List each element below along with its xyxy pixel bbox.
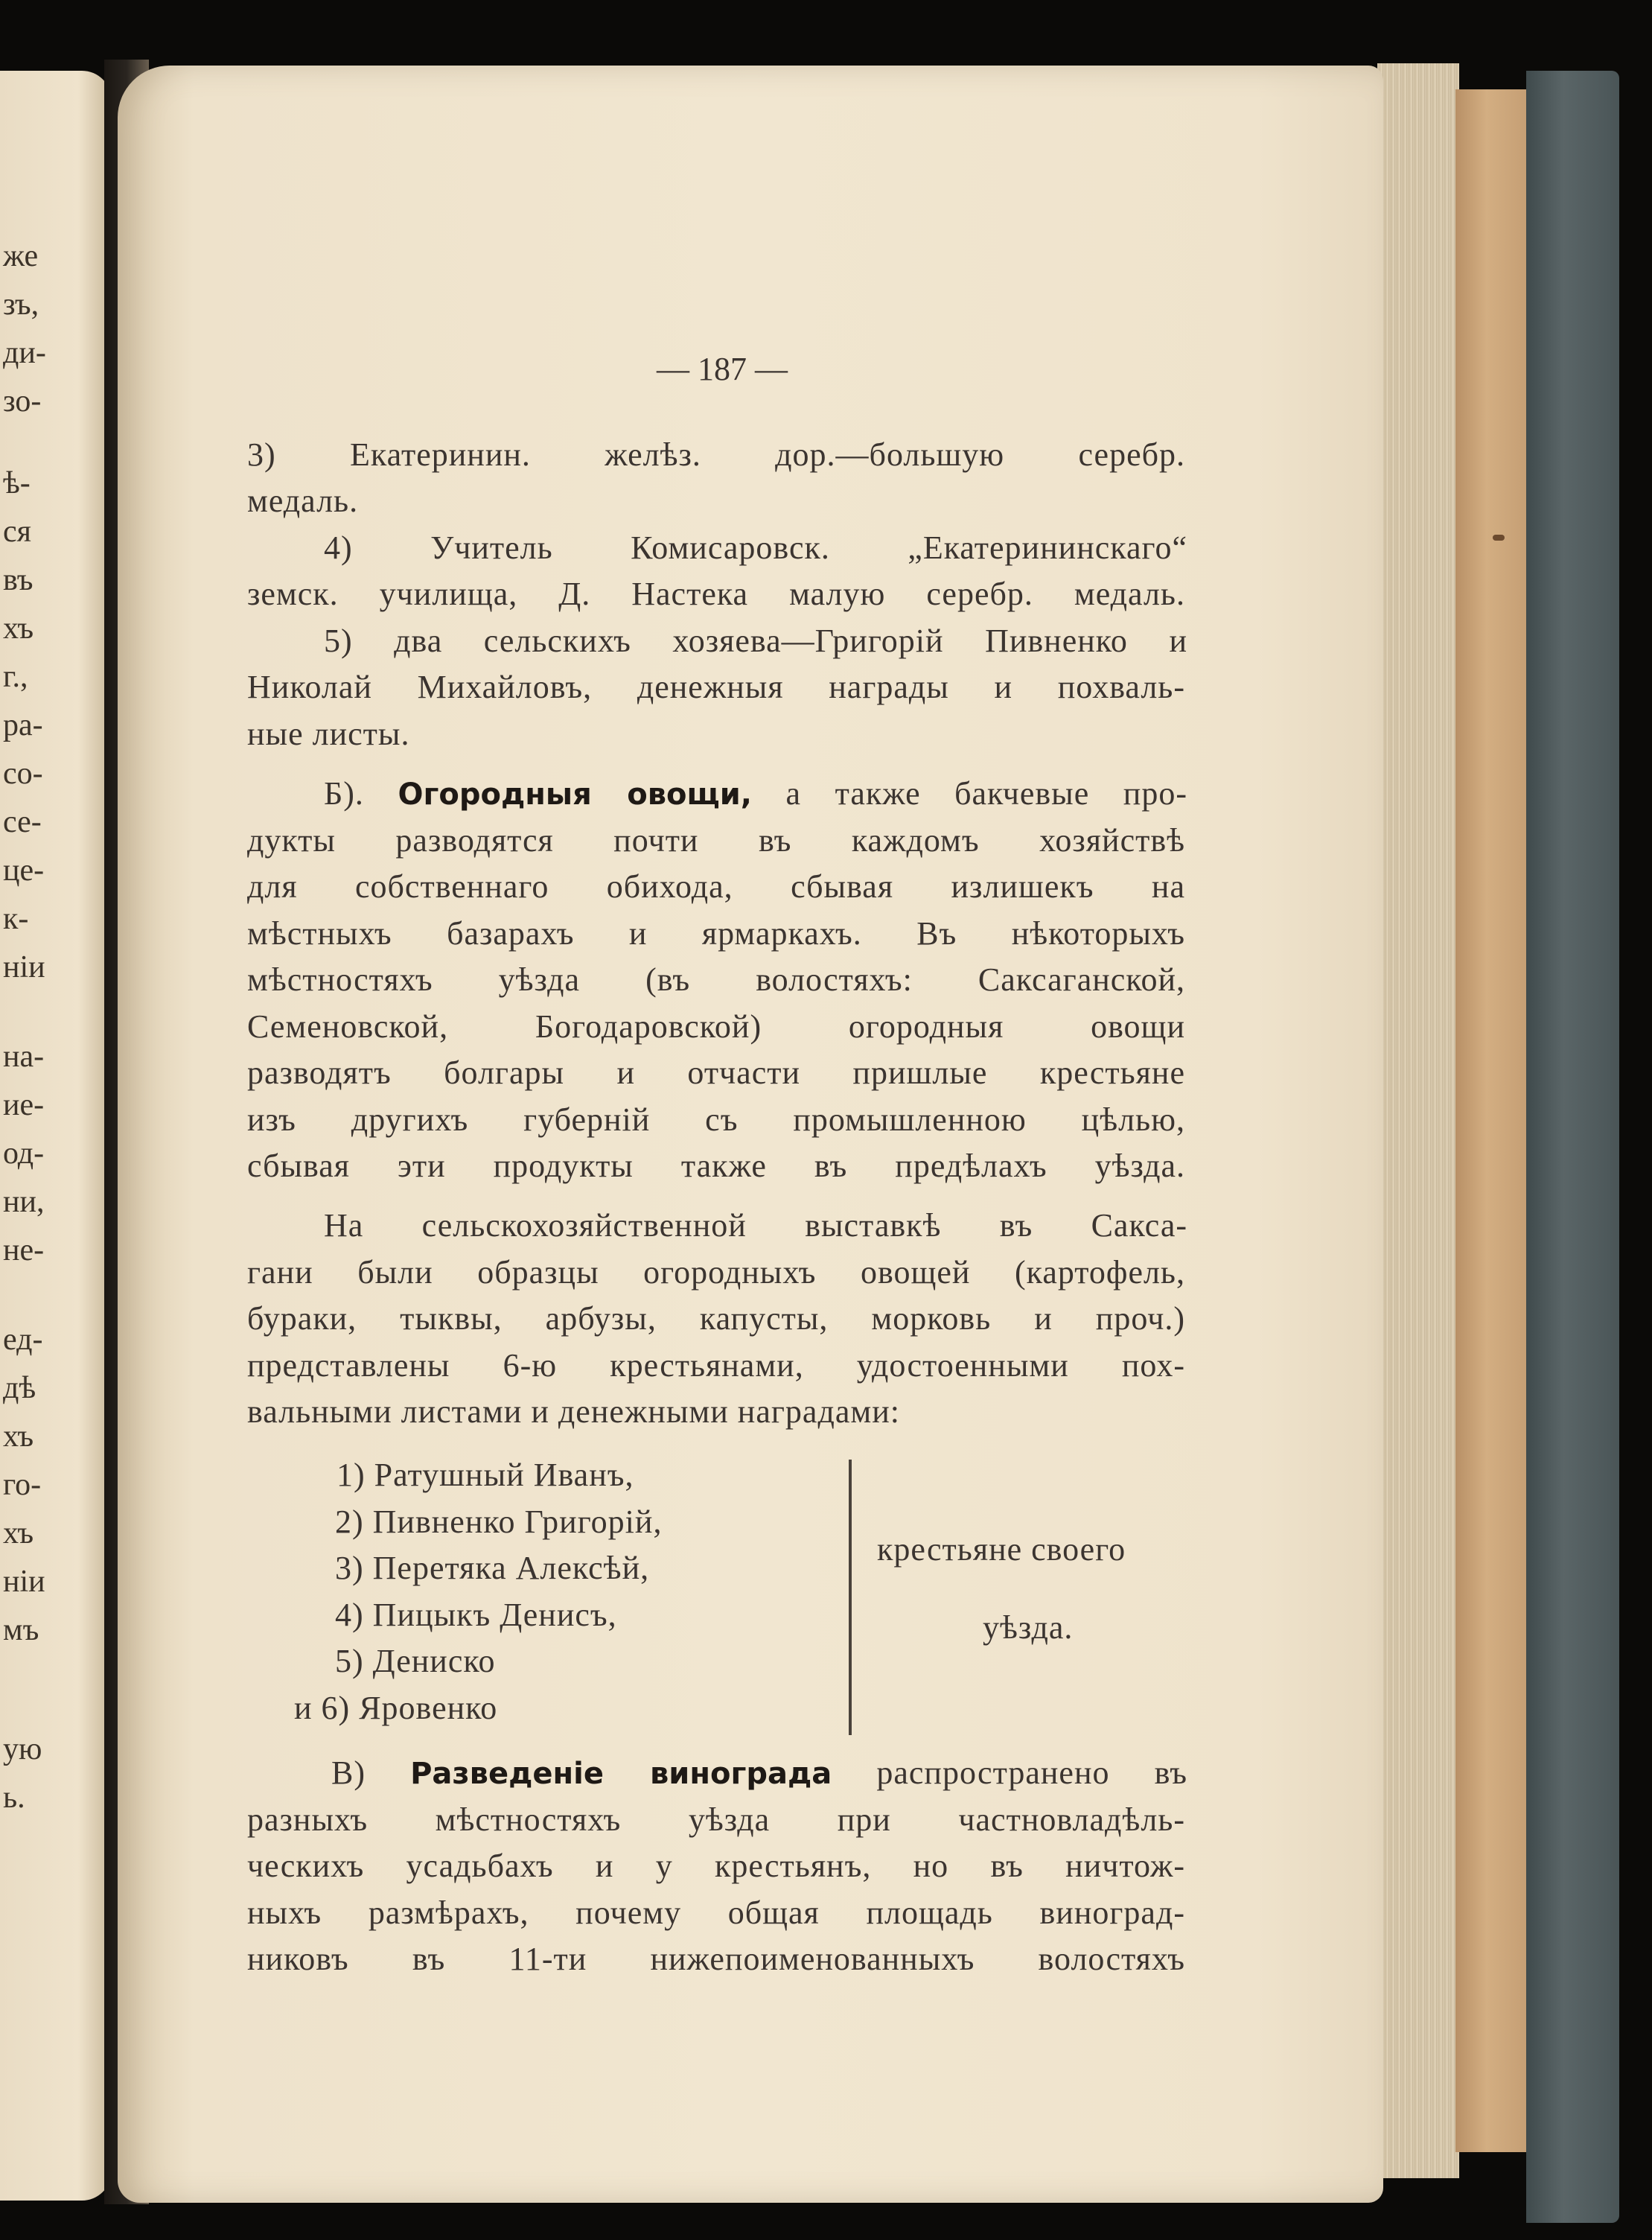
text-line: 3) Екатеринин. желѣз. дор.—большую серебр. (247, 436, 1185, 473)
left-page-text-fragment: г., (3, 660, 28, 694)
book-cover (1526, 71, 1619, 2223)
text-line: медаль. (247, 483, 359, 519)
left-page-text-fragment: од- (3, 1136, 45, 1171)
left-page-text-fragment: ди- (3, 336, 46, 370)
text-line: ныхъ размѣрахъ, почему общая площадь виноград- (247, 1894, 1185, 1931)
section-v-heading-line (331, 1754, 1187, 1792)
left-page-text-fragment: ед- (3, 1323, 43, 1357)
cover-mark (1493, 535, 1505, 541)
text-line: 5) два сельскихъ хозяева—Григорiй Пивненко и (324, 623, 1187, 659)
list-item: 3) Перетяка Алексѣй, (335, 1550, 650, 1586)
left-page-text-fragment: ь. (3, 1781, 25, 1815)
list-item: 5) Дениско (335, 1643, 496, 1679)
left-page-text-fragment: хъ (3, 1516, 34, 1550)
left-page-text-fragment: на- (3, 1040, 45, 1074)
text-line: представлены 6-ю крестьянами, удостоенными пох- (247, 1347, 1185, 1384)
section-b-heading-line (324, 774, 1187, 812)
text-line: Николай Михайловъ, денежныя награды и похваль- (247, 669, 1185, 705)
left-page-text-fragment: въ (3, 563, 34, 597)
left-page-text-fragment: нiи (3, 950, 45, 984)
left-page-text-fragment: зо- (3, 384, 42, 419)
section-b-title: Огородныя овощи, (398, 777, 752, 812)
left-page-text-fragment: мъ (3, 1613, 39, 1647)
section-v-title: Разведенie винограда (410, 1757, 832, 1791)
section-b-prefix: Б). (324, 775, 364, 812)
left-page-text-fragment: ую (3, 1732, 42, 1766)
text-line: сбывая эти продукты также въ предѣлахъ уѣзда. (247, 1148, 1185, 1184)
text-line: для собственнаго обихода, сбывая излишекъ на (247, 868, 1185, 905)
text-line: ные листы. (247, 716, 410, 752)
left-page-text-fragment: ни, (3, 1185, 45, 1219)
text-line: 4) Учитель Комисаровск. „Екатерининскаго“ (324, 529, 1187, 566)
brace-note-line2: уѣзда. (983, 1609, 1074, 1646)
text-line: мѣстныхъ базарахъ и ярмаркахъ. Въ нѣкоторыхъ (247, 915, 1185, 952)
section-b-rest: а также бакчевые про- (785, 775, 1187, 812)
text-line: никовъ въ 11-ти нижепоименованныхъ волостяхъ (247, 1941, 1185, 1977)
left-page-text-fragment: не- (3, 1233, 45, 1267)
left-page-text-fragment: же (3, 239, 39, 273)
text-line: изъ другихъ губернiй съ промышленною цѣлью, (247, 1101, 1185, 1138)
list-brace (849, 1460, 852, 1735)
list-item: и 6) Яровенко (294, 1690, 498, 1726)
section-v-prefix: В) (331, 1754, 366, 1791)
list-item: 2) Пивненко Григорiй, (335, 1504, 663, 1540)
left-page-text-fragment: го- (3, 1468, 42, 1502)
left-page-text-fragment: к- (3, 902, 29, 936)
left-page-text-fragment: ие- (3, 1088, 45, 1122)
text-line: разныхъ мѣстностяхъ уѣзда при частновладѣль- (247, 1801, 1185, 1838)
left-page-text-fragment: со- (3, 757, 43, 791)
text-line: Семеновской, Богодаровской) огородныя овощи (247, 1008, 1185, 1045)
left-page-text-fragment: дѣ (3, 1371, 36, 1405)
left-page-text-fragment: ѣ- (3, 466, 31, 500)
text-line: гани были образцы огородныхъ овощей (картофель, (247, 1254, 1185, 1291)
text-line: бураки, тыквы, арбузы, капусты, морковь и проч.) (247, 1300, 1185, 1337)
left-page-text-fragment: нiи (3, 1565, 45, 1599)
brace-note-line1: крестьяне своего (877, 1531, 1126, 1568)
left-page-text-fragment: ра- (3, 708, 43, 742)
text-line: вальными листами и денежными наградами: (247, 1393, 900, 1430)
page-edges (1377, 63, 1459, 2178)
left-page-text-fragment: хъ (3, 1419, 34, 1454)
text-line: разводятъ болгары и отчасти пришлые крестьяне (247, 1054, 1185, 1091)
left-page-text-fragment: хъ (3, 611, 34, 646)
left-page-text-fragment: се- (3, 805, 42, 839)
left-page-text-fragment: зъ, (3, 287, 39, 322)
page-number: — 187 — (657, 351, 788, 387)
left-page-text-fragment: це- (3, 853, 45, 888)
section-v-rest: распространено въ (876, 1754, 1187, 1791)
text-line: мѣстностяхъ уѣзда (въ волостяхъ: Саксаганской, (247, 961, 1185, 998)
text-line: ческихъ усадьбахъ и у крестьянъ, но въ ничтож- (247, 1848, 1185, 1884)
list-item: 1) Ратушный Иванъ, (337, 1457, 634, 1493)
left-page-fragment (0, 71, 112, 2201)
list-item: 4) Пицыкъ Денисъ, (335, 1597, 617, 1633)
text-line: дукты разводятся почти въ каждомъ хозяйствѣ (247, 822, 1185, 859)
text-line: земск. училища, Д. Настека малую серебр. медаль. (247, 576, 1185, 612)
book-board (1455, 89, 1534, 2152)
left-page-text-fragment: ся (3, 515, 31, 549)
text-line: На сельскохозяйственной выставкѣ въ Сакса- (324, 1207, 1187, 1244)
